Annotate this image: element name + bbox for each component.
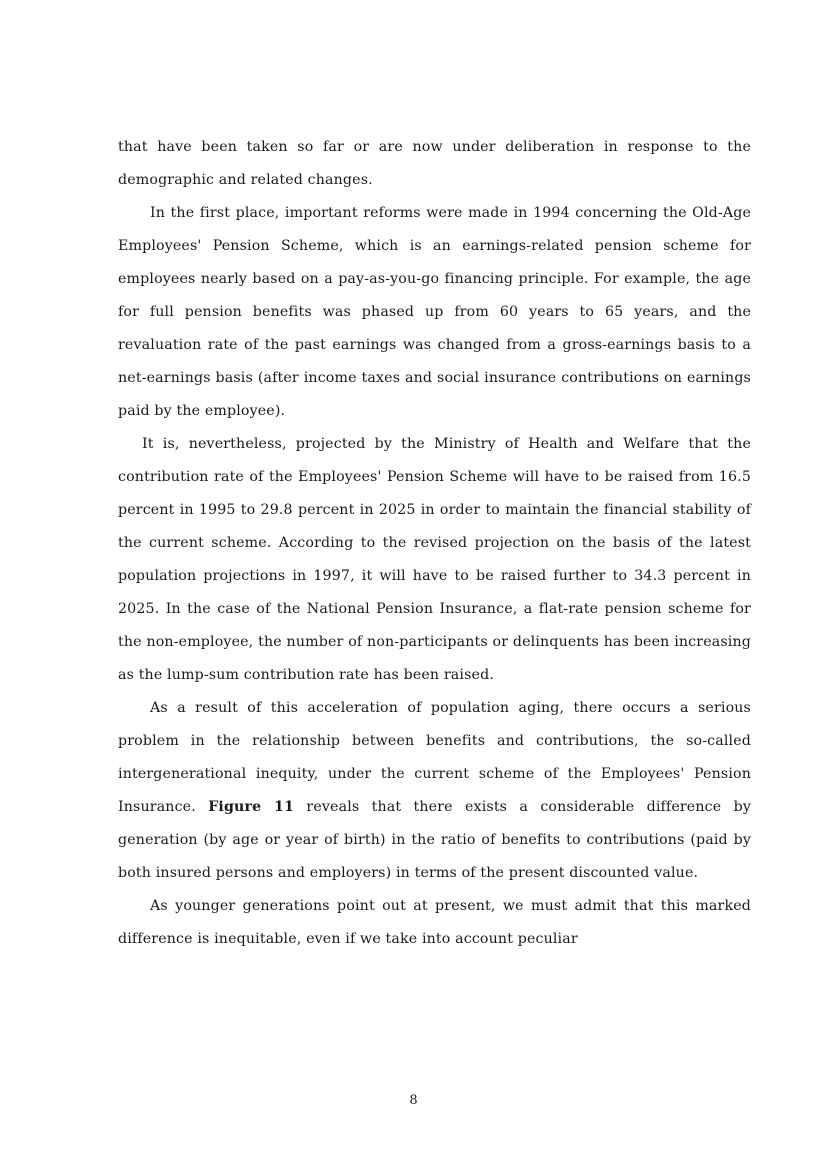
paragraph-continuation: that have been taken so far or are now under deliberation in response to the demographic and related changes. — [118, 139, 751, 188]
figure-reference: Figure 11 — [208, 799, 295, 815]
page-number: 8 — [409, 1093, 418, 1108]
paragraph-text-before: As a result of this acceleration of population aging, there occurs a serious problem in the relationship between benefits and contributions, the so-called intergenerational inequity, under the current scheme of the Employees' Pension Insurance. — [118, 700, 751, 815]
paragraph-text-after: reveals that there exists a considerable difference by generation (by age or year of birth) in the ratio of benefits to contributions (paid by both insured persons and employers) in terms of the present discounted value. — [118, 799, 751, 881]
paragraph-intergenerational-inequity — [118, 692, 751, 890]
paragraph-pension-reforms-1994: In the first place, important reforms were made in 1994 concerning the Old-Age Employees' Pension Scheme, which is an earnings-related pension scheme for employees nearly based on a pay-as-you-go financing principle. For example, the age for full pension benefits was phased up from 60 years to 65 years, and the revaluation rate of the past earnings was changed from a gross-earnings basis to a net-earnings basis (after income taxes and social insurance contributions on earnings paid by the employee). — [118, 205, 751, 419]
paragraph-younger-generations: As younger generations point out at present, we must admit that this marked difference is inequitable, even if we take into account peculiar — [118, 898, 751, 947]
paragraph-contribution-projection: It is, nevertheless, projected by the Ministry of Health and Welfare that the contribution rate of the Employees' Pension Scheme will have to be raised from 16.5 percent in 1995 to 29.8 percent in 2025 in order to maintain the financial stability of the current scheme. According to the revised projection on the basis of the latest population projections in 1997, it will have to be raised further to 34.3 percent in 2025. In the case of the National Pension Insurance, a flat-rate pension scheme for the non-employee, the number of non-participants or delinquents has been increasing as the lump-sum contribution rate has been raised. — [118, 436, 751, 683]
body-text — [118, 131, 751, 956]
